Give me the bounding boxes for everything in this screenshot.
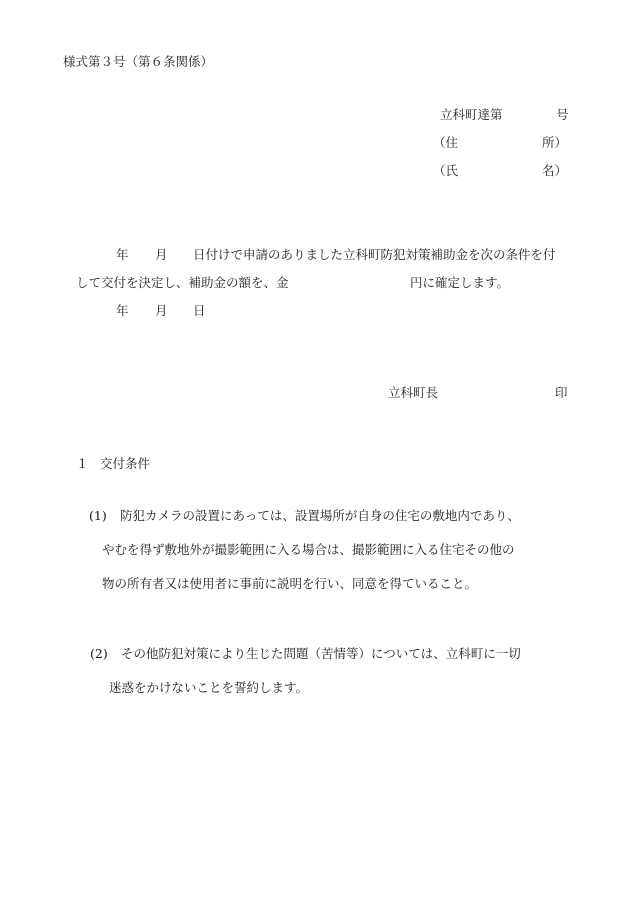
form-label: 様式第３号（第６条関係） <box>63 54 214 69</box>
notice-number-prefix: 立科町達第 <box>440 107 503 122</box>
seal-mark: 印 <box>555 385 568 400</box>
condition-1-line1: 防犯カメラの設置にあっては、設置場所が自身の住宅の敷地内であり、 <box>120 508 520 523</box>
body-line1-year: 年 <box>116 247 129 262</box>
body-line2-text: して交付を決定し、補助金の額を、金 <box>76 275 289 290</box>
name-close: 名） <box>542 163 568 178</box>
address-open: （住 <box>433 135 459 150</box>
condition-2-line1: その他防犯対策により生じた問題（苦情等）については、立科町に一切 <box>121 646 521 661</box>
body-line1-text: 日付けで申請のありました立科町防犯対策補助金を次の条件を付 <box>193 247 556 262</box>
date-day: 日 <box>193 303 206 318</box>
condition-2-number: (2) <box>90 646 108 661</box>
address-close: 所） <box>542 135 568 150</box>
condition-1-line2: やむを得ず敷地外が撮影範囲に入る場合は、撮影範囲に入る住宅その他の <box>102 542 515 557</box>
name-open: （氏 <box>433 163 459 178</box>
condition-1-line3: 物の所有者又は使用者に事前に説明を行い、同意を得ていること。 <box>102 576 478 591</box>
condition-1-number: (1) <box>89 508 107 523</box>
conditions-heading: 交付条件 <box>100 456 151 471</box>
mayor-title: 立科町長 <box>388 385 439 400</box>
notice-number-suffix: 号 <box>556 107 569 122</box>
condition-2-line2: 迷惑をかけないことを誓約します。 <box>109 680 309 695</box>
date-month: 月 <box>155 303 168 318</box>
conditions-heading-number: １ <box>76 456 89 471</box>
date-year: 年 <box>116 303 129 318</box>
body-line1-month: 月 <box>155 247 168 262</box>
body-line2-end: 円に確定します。 <box>410 275 510 290</box>
